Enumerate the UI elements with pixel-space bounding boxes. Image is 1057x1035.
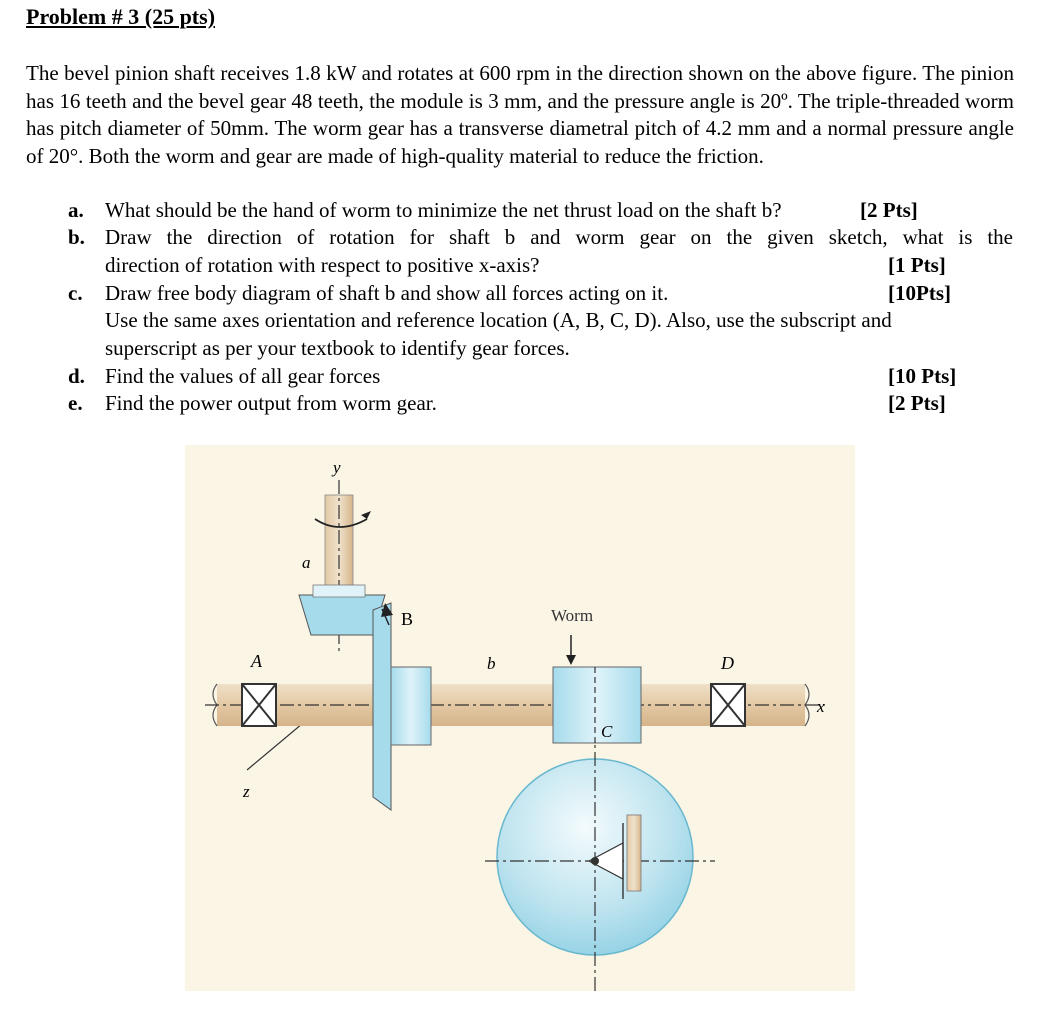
problem-statement: The bevel pinion shaft receives 1.8 kW and rotates at 600 rpm in the direction shown on the above figure. The pinion has 16 teeth and the bevel gear 48 teeth, the module is 3 mm, and the pressure angle is 20º. The triple-threaded worm has pitch diameter of 50mm. The worm gear has a transverse diametral pitch of 4.2 mm and a normal pressure angle of 20°. Both the worm and gear are made of high-quality material to reduce the friction. bbox=[26, 61, 1014, 168]
bevel-gear-b bbox=[373, 603, 391, 810]
question-a-text: What should be the hand of worm to minimize the net thrust load on the shaft b? bbox=[105, 198, 782, 222]
question-c-text-line3: superscript as per your textbook to identify gear forces. bbox=[105, 336, 570, 360]
gear-shaft-figure bbox=[185, 445, 855, 991]
question-e-text: Find the power output from worm gear. bbox=[105, 391, 437, 415]
worm-gear-shaft bbox=[627, 815, 641, 891]
question-d-label: d. bbox=[68, 364, 85, 388]
question-c-text-line2: Use the same axes orientation and reference location (A, B, C, D). Also, use the subscript and bbox=[105, 308, 892, 332]
question-a-label: a. bbox=[68, 198, 84, 222]
question-b-text-line2: direction of rotation with respect to positive x-axis? bbox=[105, 253, 540, 277]
label-bearing-a: A bbox=[251, 651, 262, 671]
problem-title: Problem # 3 (25 pts) bbox=[26, 4, 216, 29]
label-worm: Worm bbox=[551, 606, 594, 625]
label-y: y bbox=[333, 458, 341, 477]
question-c-text-line1: Draw free body diagram of shaft b and show all forces acting on it. bbox=[105, 281, 669, 305]
pinion-hub bbox=[313, 585, 365, 597]
label-a: a bbox=[302, 553, 311, 572]
question-a-points: [2 Pts] bbox=[860, 198, 918, 222]
question-b-label: b. bbox=[68, 225, 85, 249]
question-c-label: c. bbox=[68, 281, 83, 305]
question-e-label: e. bbox=[68, 391, 83, 415]
bevel-pinion bbox=[299, 595, 385, 635]
label-bearing-d: D bbox=[721, 653, 734, 673]
label-worm-c: C bbox=[601, 722, 613, 741]
bevel-gear-hub bbox=[391, 667, 431, 745]
question-d-points: [10 Pts] bbox=[888, 364, 957, 388]
question-c-points: [10Pts] bbox=[888, 281, 951, 305]
question-e-points: [2 Pts] bbox=[888, 391, 946, 415]
label-z: z bbox=[243, 782, 250, 801]
label-shaft-b: b bbox=[487, 654, 496, 673]
question-d-text: Find the values of all gear forces bbox=[105, 364, 381, 388]
label-b-gear: B bbox=[401, 609, 414, 629]
question-b-points: [1 Pts] bbox=[888, 253, 946, 277]
worm-c bbox=[553, 667, 641, 743]
question-b-text-line1: Draw the direction of rotation for shaft b and worm gear on the given sketch, what is the bbox=[105, 225, 1013, 249]
label-x: x bbox=[817, 697, 825, 716]
